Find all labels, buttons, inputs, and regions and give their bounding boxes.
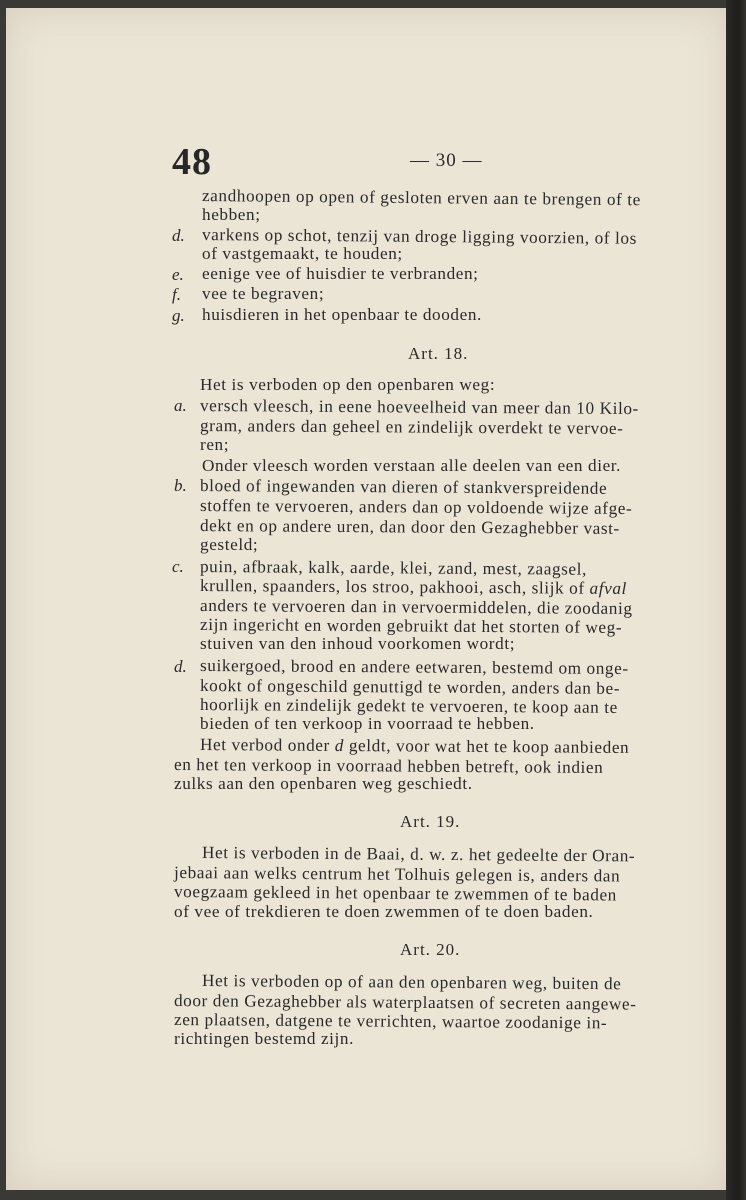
text-line: varkens op schot, tenzij van droge ligging voorzien, of los (201, 225, 637, 248)
text-line: zen plaatsen, datgene te verrichten, waartoe zoodanige in- (173, 1010, 608, 1033)
list-marker: c. (172, 557, 184, 576)
text-line: ren; (200, 435, 230, 454)
text-line: Onder vleesch worden verstaan alle deelen van een dier. (202, 456, 622, 475)
text-line: zandhoopen op open of gesloten erven aan te brengen of te (201, 186, 641, 210)
text-line: gesteld; (200, 535, 259, 554)
text-line: zijn ingericht en worden gebruikt dat het storten of weg- (199, 615, 623, 637)
text-line: richtingen bestemd zijn. (174, 1029, 355, 1048)
list-marker: d. (174, 657, 187, 676)
italic-term: afval (589, 578, 628, 598)
running-head: — 30 — (410, 150, 483, 171)
list-marker: d. (172, 226, 185, 245)
text-run: geldt, voor wat het te koop aanbieden (343, 736, 630, 757)
text-line (200, 735, 629, 758)
text-line: gram, anders dan geheel en zindelijk overdekt te vervoe- (199, 416, 624, 438)
text-line: anders te vervoeren dan in vervoermiddelen, die zoodanig (199, 596, 633, 619)
text-line: Het is verboden in de Baai, d. w. z. het gedeelte der Oran- (201, 843, 636, 866)
text-line: huisdieren in het openbaar te dooden. (202, 305, 482, 324)
text-line: stoffen te vervoeren, anders dan op voldoende wijze afge- (199, 496, 633, 519)
text-line: Het is verboden op den openbaren weg: (200, 375, 496, 394)
text-line: en het ten verkoop in voorraad hebben betreft, ook indien (173, 755, 604, 777)
text-line: puin, afbraak, kalk, aarde, klei, zand, mest, zaagsel, (199, 557, 588, 579)
list-marker: e. (172, 265, 184, 284)
text-line: suikergoed, brood en andere eetwaren, bestemd om onge- (199, 656, 629, 678)
text-line: voegzaam gekleed in het openbaar te zwemmen of te baden (173, 882, 618, 905)
page-number: 48 (172, 141, 212, 183)
text-line: stuiven van den inhoud voorkomen wordt; (200, 634, 516, 653)
text-line: vee te begraven; (202, 284, 325, 303)
text-line: door den Gezaghebber als waterplaatsen of secreten aangewe- (173, 991, 637, 1014)
list-marker: b. (174, 476, 187, 495)
article-heading: Art. 20. (400, 940, 461, 959)
article-heading: Art. 19. (400, 812, 461, 831)
text-line: hoorlijk en zindelijk gedekt te vervoeren, te koop aan te (199, 695, 618, 717)
text-line: of vee of trekdieren te doen zwemmen of te doen baden. (174, 902, 594, 921)
text-line: eenige vee of huisdier te verbranden; (202, 264, 479, 283)
text-line: kookt of ongeschild genuttigd te worden, anders dan be- (199, 676, 621, 698)
text-line: dekt en op andere uren, dan door den Gezaghebber vast- (199, 516, 620, 538)
text-line: hebben; (202, 205, 261, 224)
book-spine (726, 0, 746, 1200)
text-line: zulks aan den openbaren weg geschiedt. (174, 774, 473, 793)
text-line: jebaai aan welks centrum het Tolhuis gelegen is, anders dan (173, 863, 621, 886)
article-heading: Art. 18. (408, 344, 469, 363)
list-marker: g. (172, 306, 185, 325)
text-run: krullen, spaanders, los stroo, pakhooi, asch, slijk of (199, 576, 590, 598)
text-line: Het is verboden op of aan den openbaren weg, buiten de (201, 971, 622, 994)
text-line: of vastgemaakt, te houden; (202, 244, 403, 263)
text-run: Het verbod onder (199, 735, 335, 755)
italic-term: d (334, 735, 345, 756)
text-line: bloed of ingewanden van dieren of stankverspreidende (199, 476, 608, 498)
text-line: bieden of ten verkoop in voorraad te hebben. (200, 714, 535, 733)
list-marker: f. (172, 285, 181, 304)
list-marker: a. (174, 396, 187, 415)
text-line: versch vleesch, in eene hoeveelheid van meer dan 10 Kilo- (199, 396, 639, 419)
